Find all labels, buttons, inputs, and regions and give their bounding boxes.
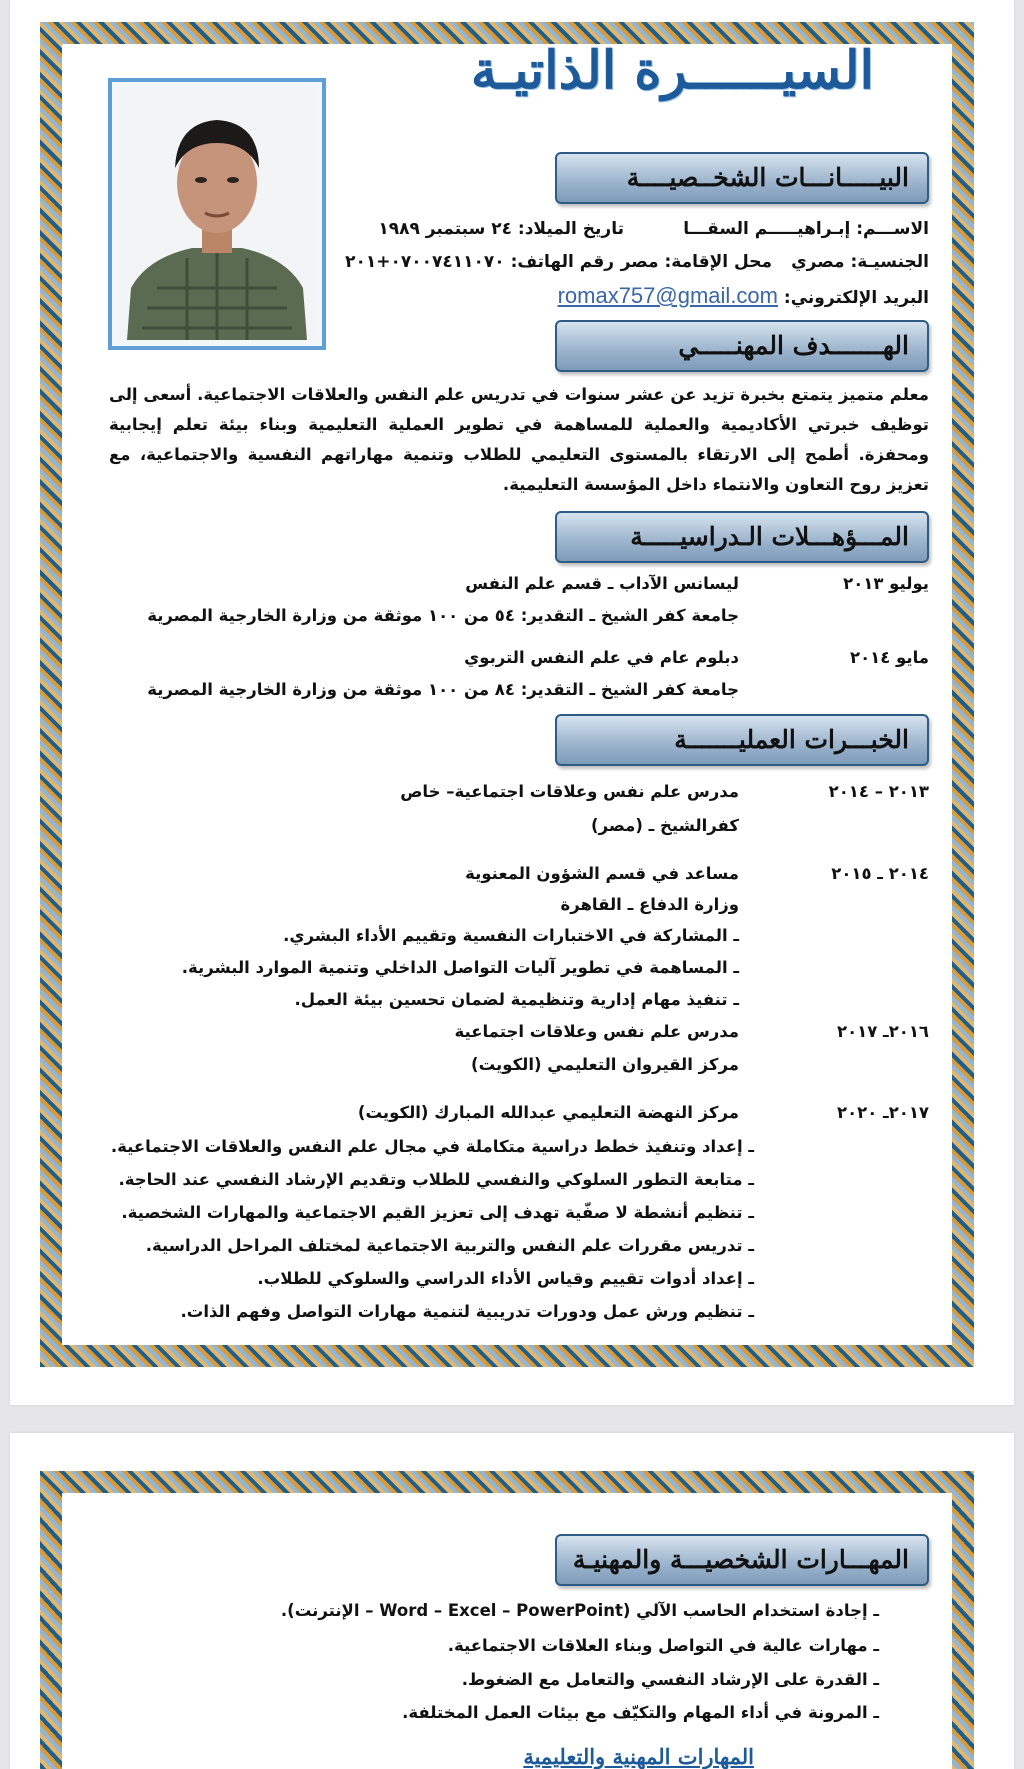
section-header-personal: البيـــــانـــات الشخــصيــــة bbox=[555, 152, 929, 204]
experience-bullet: ـ تنظيم أنشطة لا صفّية تهدف إلى تعزيز القيم الاجتماعية والمهارات الشخصية. bbox=[121, 1203, 754, 1222]
education-institution: جامعة كفر الشيخ ـ التقدير: ٥٤ من ١٠٠ موثقة من وزارة الخارجية المصرية bbox=[147, 606, 739, 625]
name-label: الاســـم: bbox=[856, 219, 929, 239]
education-degree: ليسانس الآداب ـ قسم علم النفس bbox=[465, 574, 739, 593]
experience-place: مركز القيروان التعليمي (الكويت) bbox=[471, 1055, 739, 1074]
experience-date: ٢٠١٣ – ٢٠١٤ bbox=[828, 782, 929, 801]
email-label: البريد الإلكتروني: bbox=[783, 288, 929, 308]
nationality-field bbox=[791, 252, 929, 272]
phone-field bbox=[345, 252, 614, 272]
email-link[interactable]: romax757@gmail.com bbox=[557, 283, 778, 308]
dob-field bbox=[378, 219, 624, 239]
education-institution: جامعة كفر الشيخ ـ التقدير: ٨٤ من ١٠٠ موثقة من وزارة الخارجية المصرية bbox=[147, 680, 739, 699]
profile-photo bbox=[108, 78, 326, 350]
experience-bullet: ـ تدريس مقررات علم النفس والتربية الاجتماعية لمختلف المراحل الدراسية. bbox=[145, 1236, 754, 1255]
skill-item: ـ المرونة في أداء المهام والتكيّف مع بيئات العمل المختلفة. bbox=[402, 1703, 879, 1722]
experience-bullet: ـ متابعة التطور السلوكي والنفسي للطلاب وتقديم الإرشاد النفسي عند الحاجة. bbox=[118, 1170, 754, 1189]
experience-place: مركز النهضة التعليمي عبدالله المبارك (الكويت) bbox=[357, 1103, 739, 1122]
skill-item: ـ مهارات عالية في التواصل وبناء العلاقات الاجتماعية. bbox=[447, 1636, 879, 1655]
experience-bullet: ـ المشاركة في الاختبارات النفسية وتقييم الأداء البشري. bbox=[283, 926, 739, 945]
residence-field bbox=[621, 252, 772, 272]
experience-date: ٢٠١٦ـ ٢٠١٧ bbox=[837, 1022, 929, 1041]
section-header-education: المـــؤهـــلات الـدراسيـــــة bbox=[555, 511, 929, 563]
dob-label: تاريخ الميلاد: bbox=[517, 219, 624, 239]
experience-role: مدرس علم نفس وعلاقات اجتماعية bbox=[454, 1022, 739, 1041]
experience-role: مدرس علم نفس وعلاقات اجتماعية– خاص bbox=[400, 782, 739, 801]
cv-title: السيــــــرة الذاتيـة bbox=[470, 40, 874, 101]
email-field bbox=[558, 283, 929, 309]
experience-place: كفرالشيخ ـ (مصر) bbox=[591, 816, 739, 835]
phone-label: رقم الهاتف: bbox=[510, 252, 614, 272]
nationality-value: مصري bbox=[791, 252, 845, 272]
nationality-label: الجنسيـة: bbox=[850, 252, 929, 272]
residence-value: مصر bbox=[620, 252, 659, 272]
person-photo-icon bbox=[117, 87, 317, 341]
experience-bullet: ـ تنفيذ مهام إدارية وتنظيمية لضمان تحسين بيئة العمل. bbox=[294, 990, 739, 1009]
residence-label: محل الإقامة: bbox=[664, 252, 772, 272]
experience-bullet: ـ المساهمة في تطوير آليات التواصل الداخلي وتنمية الموارد البشرية. bbox=[181, 958, 739, 977]
objective-paragraph: معلم متميز يتمتع بخبرة تزيد عن عشر سنوات في تدريس علم النفس والعلاقات الاجتماعية. أسعى إلى توظيف خبرتي الأكاديمية والعملية للمساهمة في تطوير العملية التعليمية وبناء بيئة تعلم إيجابية ومحفزة. أطمح إلى الارتقاء بالمستوى التعليمي للطلاب وتنمية مهاراتهم النفسية والاجتماعية، مع تعزيز روح التعاون والانتماء داخل المؤسسة التعليمية. bbox=[109, 385, 929, 494]
experience-role: مساعد في قسم الشؤون المعنوية bbox=[465, 864, 739, 883]
section-header-experience: الخبـــرات العمليـــــــة bbox=[555, 714, 929, 766]
experience-bullet: ـ إعداد أدوات تقييم وقياس الأداء الدراسي والسلوكي للطلاب. bbox=[257, 1269, 754, 1288]
section-header-skills: المهـــارات الشخصيـــة والمهنيـة bbox=[555, 1534, 929, 1586]
skill-item: ـ إجادة استخدام الحاسب الآلي (Word – Excel – PowerPoint – الإنترنت). bbox=[280, 1601, 879, 1620]
name-value: إبـراهيـــــم السقـــا bbox=[683, 219, 851, 239]
skills-subheading: المهارات المهنية والتعليمية bbox=[523, 1744, 754, 1769]
section-header-objective: الهـــــــدف المهنـــــي bbox=[555, 320, 929, 372]
experience-bullet: ـ تنظيم ورش عمل ودورات تدريبية لتنمية مهارات التواصل وفهم الذات. bbox=[180, 1302, 754, 1321]
experience-date: ٢٠١٤ ـ ٢٠١٥ bbox=[831, 864, 929, 883]
experience-place: وزارة الدفاع ـ القاهرة bbox=[560, 895, 739, 914]
education-date: مايو ٢٠١٤ bbox=[850, 648, 929, 667]
phone-value: ٠٧٠٠٧٤١١٠٧٠+٢٠١ bbox=[345, 252, 505, 272]
education-date: يوليو ٢٠١٣ bbox=[843, 574, 929, 593]
dob-value: ٢٤ سبتمبر ١٩٨٩ bbox=[378, 219, 512, 239]
skill-item: ـ القدرة على الإرشاد النفسي والتعامل مع الضغوط. bbox=[461, 1670, 879, 1689]
education-degree: دبلوم عام في علم النفس التربوي bbox=[464, 648, 739, 667]
experience-date: ٢٠١٧ـ ٢٠٢٠ bbox=[837, 1103, 929, 1122]
experience-bullet: ـ إعداد وتنفيذ خطط دراسية متكاملة في مجال علم النفس والعلاقات الاجتماعية. bbox=[110, 1137, 754, 1156]
name-field bbox=[683, 219, 929, 239]
